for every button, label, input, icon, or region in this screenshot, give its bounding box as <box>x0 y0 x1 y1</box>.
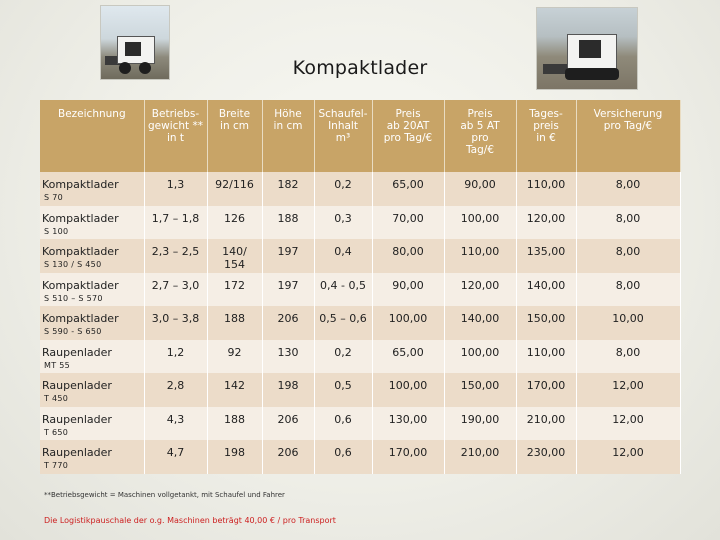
table-row <box>40 407 680 441</box>
machine-name-cell <box>40 440 144 474</box>
machine-type: Kompaktlader <box>42 178 119 191</box>
cell-schaufel: 0,4 <box>314 239 372 273</box>
cell-preis5: 210,00 <box>444 440 516 474</box>
machine-model: T 450 <box>44 394 69 403</box>
cell-versicherung: 8,00 <box>576 273 680 307</box>
table-header-row <box>40 100 680 172</box>
cell-preis5: 190,00 <box>444 407 516 441</box>
machine-model: S 70 <box>44 193 64 202</box>
machine-model: S 130 / S 450 <box>44 260 102 269</box>
column-header: Preis ab 20AT pro Tag/€ <box>372 100 444 172</box>
page-title: Kompaktlader <box>292 57 428 79</box>
table-row <box>40 273 680 307</box>
column-header: Tages- preis in € <box>516 100 576 172</box>
cell-hoehe: 206 <box>262 440 314 474</box>
cell-preis5: 120,00 <box>444 273 516 307</box>
cell-schaufel: 0,2 <box>314 172 372 206</box>
machine-name-cell <box>40 206 144 240</box>
cell-breite: 142 <box>207 373 262 407</box>
machine-name-cell <box>40 340 144 374</box>
column-header: Breite in cm <box>207 100 262 172</box>
cell-preis20: 100,00 <box>372 373 444 407</box>
cell-gewicht: 1,7 – 1,8 <box>144 206 207 240</box>
cell-breite: 198 <box>207 440 262 474</box>
cell-versicherung: 8,00 <box>576 206 680 240</box>
table-row <box>40 306 680 340</box>
cell-hoehe: 197 <box>262 239 314 273</box>
cell-preis5: 100,00 <box>444 206 516 240</box>
machine-model: MT 55 <box>44 360 71 370</box>
cell-hoehe: 206 <box>262 306 314 340</box>
column-header: Schaufel- Inhalt m³ <box>314 100 372 172</box>
machine-name-cell <box>40 306 144 340</box>
cell-gewicht: 1,3 <box>144 172 207 206</box>
cell-preis5: 140,00 <box>444 306 516 340</box>
cell-gewicht: 2,8 <box>144 373 207 407</box>
cell-versicherung: 10,00 <box>576 306 680 340</box>
cell-versicherung: 8,00 <box>576 340 680 374</box>
cell-gewicht: 2,3 – 2,5 <box>144 239 207 273</box>
cell-preis20: 80,00 <box>372 239 444 273</box>
cell-tagespreis: 140,00 <box>516 273 576 307</box>
cell-tagespreis: 150,00 <box>516 306 576 340</box>
cell-schaufel: 0,2 <box>314 340 372 374</box>
price-table-container <box>40 100 680 474</box>
cell-versicherung: 12,00 <box>576 407 680 441</box>
machine-name-cell <box>40 172 144 206</box>
machine-type: Kompaktlader <box>42 245 119 258</box>
table-row <box>40 239 680 273</box>
cell-versicherung: 8,00 <box>576 172 680 206</box>
cell-gewicht: 4,7 <box>144 440 207 474</box>
cell-schaufel: 0,4 - 0,5 <box>314 273 372 307</box>
cell-preis20: 130,00 <box>372 407 444 441</box>
cell-gewicht: 3,0 – 3,8 <box>144 306 207 340</box>
column-header: Versicherung pro Tag/€ <box>576 100 680 172</box>
cell-preis5: 90,00 <box>444 172 516 206</box>
cell-versicherung: 12,00 <box>576 373 680 407</box>
machine-type: Raupenlader <box>42 379 112 392</box>
machine-model: S 100 <box>44 226 69 236</box>
column-header: Höhe in cm <box>262 100 314 172</box>
cell-tagespreis: 170,00 <box>516 373 576 407</box>
machine-type: Raupenlader <box>42 446 112 459</box>
machine-type: Raupenlader <box>42 345 112 359</box>
cell-tagespreis: 110,00 <box>516 340 576 374</box>
cell-breite: 188 <box>207 407 262 441</box>
cell-preis5: 150,00 <box>444 373 516 407</box>
machine-type: Kompaktlader <box>42 211 119 225</box>
cell-gewicht: 4,3 <box>144 407 207 441</box>
cell-versicherung: 12,00 <box>576 440 680 474</box>
table-row <box>40 172 680 206</box>
table-row <box>40 440 680 474</box>
cell-tagespreis: 230,00 <box>516 440 576 474</box>
cell-hoehe: 130 <box>262 340 314 374</box>
cell-hoehe: 182 <box>262 172 314 206</box>
cell-versicherung: 8,00 <box>576 239 680 273</box>
cell-preis20: 170,00 <box>372 440 444 474</box>
cell-preis5: 100,00 <box>444 340 516 374</box>
cell-tagespreis: 110,00 <box>516 172 576 206</box>
cell-hoehe: 188 <box>262 206 314 240</box>
machine-name-cell <box>40 239 144 273</box>
column-header: Betriebs- gewicht ** in t <box>144 100 207 172</box>
table-row <box>40 206 680 240</box>
weight-footnote: **Betriebsgewicht = Maschinen vollgetankt, mit Schaufel und Fahrer <box>44 491 285 499</box>
cell-hoehe: 198 <box>262 373 314 407</box>
logistics-note: Die Logistikpauschale der o.g. Maschinen beträgt 40,00 € / pro Transport <box>44 516 336 525</box>
cell-schaufel: 0,5 <box>314 373 372 407</box>
table-body <box>40 172 680 474</box>
cell-preis20: 70,00 <box>372 206 444 240</box>
cell-preis5: 110,00 <box>444 239 516 273</box>
machine-model: S 590 - S 650 <box>44 327 102 336</box>
table-row <box>40 340 680 374</box>
cell-breite: 188 <box>207 306 262 340</box>
cell-breite: 140/ 154 <box>207 239 262 273</box>
table-row <box>40 373 680 407</box>
cell-breite: 172 <box>207 273 262 307</box>
machine-model: S 510 – S 570 <box>44 293 103 303</box>
cell-preis20: 100,00 <box>372 306 444 340</box>
cell-preis20: 65,00 <box>372 172 444 206</box>
machine-type: Kompaktlader <box>42 278 119 292</box>
column-header: Preis ab 5 AT pro Tag/€ <box>444 100 516 172</box>
cell-preis20: 90,00 <box>372 273 444 307</box>
cell-tagespreis: 135,00 <box>516 239 576 273</box>
cell-schaufel: 0,3 <box>314 206 372 240</box>
loader-cab-shape <box>125 42 141 56</box>
cell-breite: 92 <box>207 340 262 374</box>
loader-cab-shape <box>579 40 601 58</box>
cell-preis20: 65,00 <box>372 340 444 374</box>
cell-hoehe: 197 <box>262 273 314 307</box>
cell-schaufel: 0,5 – 0,6 <box>314 306 372 340</box>
cell-tagespreis: 210,00 <box>516 407 576 441</box>
machine-model: T 650 <box>44 427 69 437</box>
cell-schaufel: 0,6 <box>314 407 372 441</box>
cell-tagespreis: 120,00 <box>516 206 576 240</box>
machine-type: Kompaktlader <box>42 312 119 325</box>
machine-model: T 770 <box>44 461 69 470</box>
cell-breite: 92/116 <box>207 172 262 206</box>
column-header: Bezeichnung <box>40 100 144 172</box>
machine-name-cell <box>40 407 144 441</box>
cell-hoehe: 206 <box>262 407 314 441</box>
price-table <box>40 100 681 474</box>
cell-gewicht: 1,2 <box>144 340 207 374</box>
cell-schaufel: 0,6 <box>314 440 372 474</box>
machine-name-cell <box>40 373 144 407</box>
cell-breite: 126 <box>207 206 262 240</box>
machine-type: Raupenlader <box>42 412 112 426</box>
machine-name-cell <box>40 273 144 307</box>
cell-gewicht: 2,7 – 3,0 <box>144 273 207 307</box>
